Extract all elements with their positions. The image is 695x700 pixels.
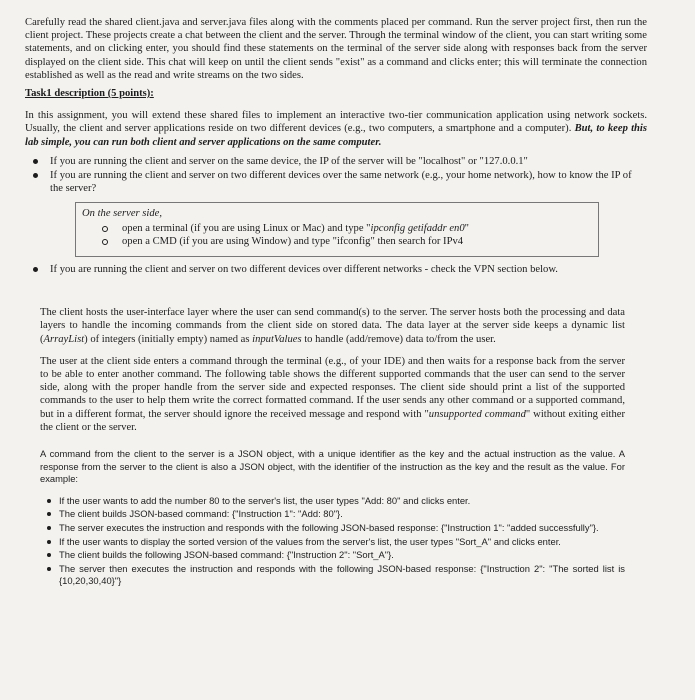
text-run: The client hosts the user-interface layer where the user can send command(s) to the server. The server hosts both the processing and data layers to handle the incoming commands from the client side on stored data. The data layer at the server side keeps a dynamic list ( <box>40 307 625 345</box>
list-item: If you are running the client and server on the same device, the IP of the server will be "localhost" or "127.0.0.1" <box>30 155 647 168</box>
list-item: The client builds the following JSON-based command: {"Instruction 2": "Sort_A"}. <box>45 549 625 562</box>
task-heading: Task1 description (5 points): <box>25 88 154 100</box>
box-item-command: ipconfig getifaddr en0 <box>370 222 465 234</box>
task-paragraph <box>25 109 647 149</box>
box-item-text: open a terminal (if you are using Linux or Mac) and type " <box>122 222 371 234</box>
example-list <box>40 495 625 588</box>
json-paragraph: A command from the client to the server is a JSON object, with a unique identifier as the key and the actual instruction as the value. A response from the server to the client is also a JSON object, with the identifier of the instruction as the key and the result as the value. For example: <box>40 448 625 485</box>
intro-paragraph: Carefully read the shared client.java and server.java files along with the comments placed per command. Run the server project first, then run the client project. These projects create a chat between the client and the server. Through the terminal window of the client, you can start writing some statements, and on clicking enter, you should find these statements on the terminal of the server side along with responses back from the server displayed on the client side. This chat will keep on until the client sends "exist" as a command and clicks enter; this will terminate the connection established as well as the read and write streams on the two sides. <box>25 17 647 81</box>
text-run: ) of integers (initially empty) named as <box>84 333 253 345</box>
client-paragraph <box>40 306 625 346</box>
box-list <box>82 222 592 248</box>
list-item <box>100 222 592 235</box>
list-item: If you are running the client and server on two different devices over the same network (e.g., your home network), how to know the IP of the server? <box>30 169 647 195</box>
box-label: On the server side, <box>82 208 163 220</box>
box-item-text: open a CMD (if you are using Window) and type "ifconfig" then search for IPv4 <box>122 235 464 247</box>
task-paragraph-emphasis: But, to keep this lab simple, you can run both client and server applications on the same computer. <box>25 123 648 148</box>
server-side-box <box>75 202 599 257</box>
list-item: If the user wants to add the number 80 to the server's list, the user types "Add: 80" and clicks enter. <box>45 495 625 508</box>
box-item-text-end: " <box>464 222 469 234</box>
text-run-italic: ArrayList <box>43 333 85 345</box>
text-run: to handle (add/remove) data to/from the user. <box>301 333 496 345</box>
user-paragraph <box>40 355 625 434</box>
text-run: " without exiting either the client or the server. <box>40 408 625 433</box>
text-run-italic: inputValues <box>252 333 302 345</box>
ip-bullet-list <box>25 155 647 196</box>
list-item <box>100 235 592 248</box>
list-item: The server executes the instruction and responds with the following JSON-based response: {"Instruction 1": "added successfully"}. <box>45 522 625 535</box>
task-paragraph-text: In this assignment, you will extend these shared files to implement an interactive two-tier communication application using network sockets. Usually, the client and server applications reside on two different devices (e.g., two computers, a smartphone and a computer). <box>25 110 647 135</box>
list-item: If you are running the client and server on two different devices over different networks - check the VPN section below. <box>30 263 647 276</box>
text-run: The user at the client side enters a command through the terminal (e.g., of your IDE) and then waits for a response back from the server to be able to enter another command. The following table shows the different supported commands that the user can send to the server side, along with the proper handle from the server side and expected responses. The client side should print a list of the supported commands to the user to help them write the correct formatted command. If the user sends any other command or a supported command, but in a different format, the server should ignore the received message and respond with " <box>40 355 625 420</box>
json-section <box>40 448 625 588</box>
list-item: The client builds JSON-based command: {"Instruction 1": "Add: 80"}. <box>45 508 625 521</box>
list-item: The server then executes the instruction and responds with the following JSON-based response: {"Instruction 2": "The sorted list is {10,20,30,40}"} <box>45 563 625 588</box>
text-run-italic: unsupported command <box>428 408 526 420</box>
list-item: If the user wants to display the sorted version of the values from the server's list, the user types "Sort_A" and clicks enter. <box>45 536 625 549</box>
vpn-bullet-list <box>25 263 647 276</box>
